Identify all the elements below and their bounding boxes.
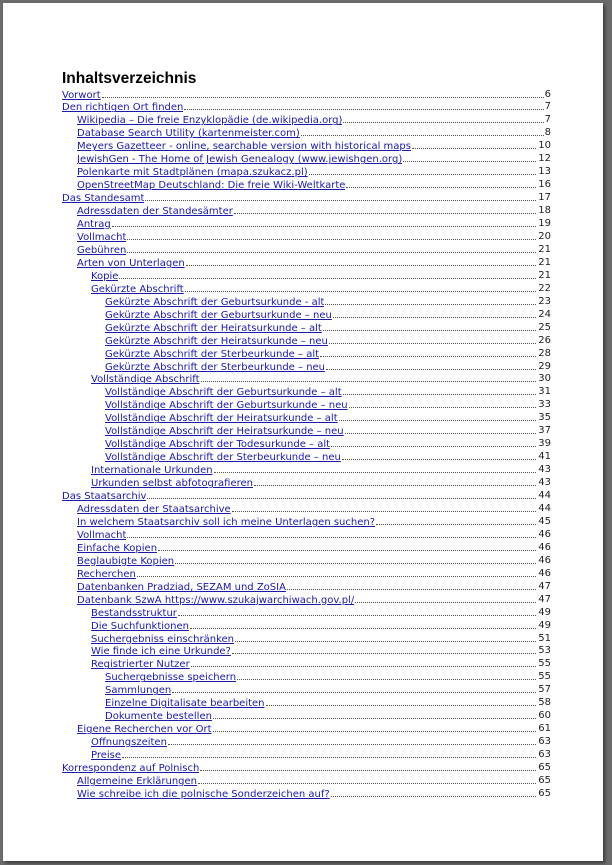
toc-entry-title-link[interactable]: Vollständige Abschrift der Geburtsurkunde – neu [105,400,348,412]
dot-leader [190,620,550,629]
dot-leader [412,140,550,149]
toc-entry-title-link[interactable]: Recherchen [77,568,136,580]
toc-entry[interactable] [3,503,603,516]
toc-entry-title-link[interactable]: Gekürzte Abschrift der Geburtsurkunde – neu [105,309,332,321]
toc-entry-title-link[interactable]: In welchem Staatsarchiv soll ich meine Unterlagen suchen? [77,516,376,528]
dot-leader [326,361,550,370]
dot-leader [331,438,550,447]
toc-entry-title-link[interactable]: Registrierter Nutzer [91,659,190,671]
toc-entry-page-number: 18 [538,205,551,217]
toc-entry-title-link[interactable]: Allgemeine Erklärungen [77,776,197,788]
toc-entry-page-number: 26 [538,334,551,346]
toc-entry[interactable] [3,179,603,192]
toc-entry[interactable] [3,386,603,399]
toc-entry[interactable] [3,399,603,412]
toc-entry-page-number: 44 [538,490,551,502]
toc-entry-page-number: 47 [538,580,551,592]
toc-entry-page-number: 45 [538,515,551,527]
toc-entry[interactable] [3,438,603,451]
toc-entry-page-number: 13 [538,166,551,178]
toc-entry[interactable] [3,697,603,710]
toc-entry-page-number: 25 [538,321,551,333]
toc-entry-title-link[interactable]: Gekürzte Abschrift der Sterbeurkunde – alt [105,348,320,360]
toc-entry-title-link[interactable]: Sammlungen [105,685,172,697]
toc-entry[interactable] [3,425,603,438]
toc-entry[interactable] [3,775,603,788]
toc-entry-title-link[interactable]: Antrag [77,219,111,231]
toc-entry-page-number: 35 [538,412,551,424]
toc-entry[interactable] [3,594,603,607]
toc-entry[interactable] [3,581,603,594]
toc-entry[interactable] [3,658,603,671]
toc-entry-title-link[interactable]: Dokumente bestellen [105,711,212,723]
dot-leader [254,477,550,486]
toc-entry-title-link[interactable]: Database Search Utility (kartenmeister.com) [77,128,300,140]
toc-entry-page-number: 44 [538,503,551,514]
dot-leader [198,775,550,784]
toc-entry[interactable] [3,684,603,697]
toc-entry-page-number: 10 [538,140,551,152]
dot-leader [191,658,550,667]
toc-entry[interactable] [3,127,603,140]
dot-leader [119,270,550,279]
toc-entry[interactable] [3,309,603,322]
toc-entry-page-number: 37 [538,425,551,437]
dot-leader [287,581,550,590]
toc-entry-page-number: 60 [538,710,551,722]
toc-entry-title-link[interactable]: Den richtigen Ort finden [62,102,184,114]
toc-entry-title-link[interactable]: Vollständige Abschrift der Heiratsurkunde – alt [105,413,338,425]
toc-entry-title-link[interactable]: Adressdaten der Staatsarchive [77,504,231,515]
dot-leader [237,671,550,680]
toc-entry[interactable] [3,555,603,568]
dot-leader [355,594,550,603]
toc-entry[interactable] [3,192,603,205]
dot-leader [185,283,550,292]
toc-entry-page-number: 21 [538,256,551,268]
toc-entry[interactable] [3,373,603,386]
toc-entry-title-link[interactable]: Gekürzte Abschrift der Heiratsurkunde – alt [105,322,322,334]
dot-leader [325,296,550,305]
dot-leader [301,127,550,136]
toc-entry[interactable] [3,140,603,153]
toc-entry-page-number: 33 [538,399,551,411]
dot-leader [342,451,550,460]
toc-entry-title-link[interactable]: Einzelne Digitalisate bearbeiten [105,698,265,710]
toc-entry-page-number: 46 [538,554,551,566]
toc-entry-page-number: 51 [538,632,551,644]
table-of-contents [3,89,603,801]
toc-entry-title-link[interactable]: Kopie [91,270,119,282]
toc-entry-page-number: 17 [538,192,551,204]
dot-leader [137,568,550,577]
toc-entry-title-link[interactable]: Einfache Kopien [77,542,158,554]
toc-entry-page-number: 30 [538,373,551,385]
toc-entry-page-number: 63 [538,749,551,761]
toc-entry[interactable] [3,412,603,425]
dot-leader [329,335,550,344]
toc-entry-page-number: 63 [538,736,551,748]
toc-entry-title-link[interactable]: Die Suchfunktionen [91,620,189,632]
toc-entry-page-number: 31 [538,386,551,398]
toc-entry-title-link[interactable]: Wikipedia – Die freie Enzyklopädie (de.wikipedia.org) [77,115,343,127]
toc-entry[interactable] [3,490,603,503]
toc-entry-title-link[interactable]: Beglaubigte Kopien [77,555,175,567]
toc-entry-title-link[interactable]: Vollständige Abschrift [91,374,200,386]
toc-entry-title-link[interactable]: Bestandsstruktur [91,607,177,619]
dot-leader [200,762,550,771]
toc-entry-title-link[interactable]: Vollmacht [77,529,127,541]
toc-entry-page-number: 49 [538,619,551,631]
dot-leader [122,749,550,758]
toc-entry[interactable] [3,244,603,257]
toc-entry-title-link[interactable]: Vollständige Abschrift der Heiratsurkunde – neu [105,426,344,438]
toc-entry-title-link[interactable]: Meyers Gazetteer - online, searchable version with historical maps [77,141,411,153]
toc-entry-page-number: 58 [538,697,551,709]
toc-entry-page-number: 65 [538,762,551,774]
toc-heading: Inhaltsverzeichnis [62,70,197,87]
toc-entry-page-number: 6 [544,88,551,100]
toc-entry-title-link[interactable]: Adressdaten der Standesämter [77,206,233,218]
dot-leader [175,555,550,564]
toc-entry-page-number: 8 [544,127,551,139]
toc-entry-title-link[interactable]: Gekürzte Abschrift [91,283,184,295]
toc-entry[interactable] [3,153,603,166]
toc-entry[interactable] [3,296,603,309]
toc-entry[interactable] [3,283,603,296]
toc-entry[interactable] [3,270,603,283]
dot-leader [234,205,550,214]
dot-leader [201,373,550,382]
dot-leader [343,114,550,123]
dot-leader [145,192,550,201]
toc-entry-title-link[interactable]: Vollständige Abschrift der Geburtsurkunde – alt [105,387,342,399]
toc-entry[interactable] [3,710,603,723]
toc-entry-title-link[interactable]: Das Standesamt [62,193,145,205]
toc-entry-page-number: 24 [538,308,551,320]
dot-leader [346,179,550,188]
dot-leader [213,710,550,719]
toc-entry-page-number: 29 [538,360,551,372]
dot-leader [403,153,550,162]
toc-entry-title-link[interactable]: Gekürzte Abschrift der Sterbeurkunde – neu [105,361,326,373]
dot-leader [232,503,550,512]
toc-entry-title-link[interactable]: Suchergebnisse speichern [105,672,237,684]
toc-entry[interactable] [3,348,603,361]
toc-entry[interactable] [3,166,603,179]
toc-entry-page-number: 55 [538,671,551,683]
dot-leader [333,309,550,318]
toc-entry-page-number: 53 [538,645,551,657]
toc-entry[interactable] [3,451,603,464]
toc-entry-title-link[interactable]: Vollmacht [77,231,127,243]
toc-entry[interactable] [3,542,603,555]
dot-leader [127,231,550,240]
toc-entry-page-number: 7 [544,114,551,126]
toc-entry-title-link[interactable]: Internationale Urkunden [91,465,213,477]
toc-entry[interactable] [3,231,603,244]
toc-entry-page-number: 28 [538,347,551,359]
toc-entry[interactable] [3,529,603,542]
toc-entry-title-link[interactable]: Das Staatsarchiv [62,491,147,503]
dot-leader [376,516,550,525]
toc-entry-title-link[interactable]: Preise [91,750,122,762]
toc-entry-page-number: 46 [538,567,551,579]
toc-entry[interactable] [3,361,603,374]
toc-entry[interactable] [3,322,603,335]
toc-entry-title-link[interactable]: Eigene Recherchen vor Ort [77,724,212,736]
dot-leader [147,490,550,499]
dot-leader [214,464,550,473]
dot-leader [127,244,550,253]
toc-entry-page-number: 16 [538,179,551,191]
dot-leader [112,218,550,227]
toc-entry[interactable] [3,607,603,620]
dot-leader [178,607,550,616]
dot-leader [331,788,550,797]
toc-entry-page-number: 19 [538,218,551,230]
toc-entry-page-number: 43 [538,464,551,476]
toc-entry-page-number: 57 [538,684,551,696]
toc-entry-title-link[interactable]: Wie finde ich eine Urkunde? [91,646,231,658]
toc-entry-title-link[interactable]: Gekürzte Abschrift der Heiratsurkunde – neu [105,335,328,347]
dot-leader [168,736,550,745]
toc-entry-title-link[interactable]: Arten von Unterlagen [77,257,185,269]
dot-leader [343,386,550,395]
toc-entry-title-link[interactable]: JewishGen - The Home of Jewish Genealogy (www.jewishgen.org) [77,154,403,166]
dot-leader [309,166,550,175]
toc-entry[interactable] [3,516,603,529]
toc-entry[interactable] [3,89,603,102]
toc-entry-page-number: 61 [538,723,551,735]
dot-leader [213,723,550,732]
toc-entry[interactable] [3,257,603,270]
toc-entry-page-number: 23 [538,295,551,307]
toc-entry-page-number: 49 [538,606,551,618]
dot-leader [102,89,550,98]
toc-entry[interactable] [3,568,603,581]
toc-entry-page-number: 43 [538,477,551,489]
dot-leader [320,348,550,357]
toc-entry-title-link[interactable]: Vorwort [62,89,101,101]
toc-entry-title-link[interactable]: Datenbanken Pradziad, SEZAM und ZoSIA [77,581,286,593]
dot-leader [172,684,550,693]
toc-entry-page-number: 65 [538,787,551,799]
toc-entry-title-link[interactable]: Urkunden selbst abfotografieren [91,478,253,490]
toc-entry-page-number: 65 [538,775,551,787]
dot-leader [323,322,550,331]
toc-entry[interactable] [3,749,603,762]
toc-entry-page-number: 20 [538,230,551,242]
toc-entry[interactable] [3,205,603,218]
toc-entry[interactable] [3,633,603,646]
toc-entry[interactable] [3,335,603,348]
dot-leader [184,101,550,110]
toc-entry-page-number: 46 [538,528,551,540]
toc-entry-page-number: 41 [538,451,551,463]
toc-entry-page-number: 7 [544,101,551,113]
toc-entry[interactable] [3,620,603,633]
toc-entry-page-number: 55 [538,658,551,670]
dot-leader [232,645,550,654]
toc-entry-title-link[interactable]: Wie schreibe ich die polnische Sonderzeichen auf? [77,788,330,800]
toc-entry-title-link[interactable]: Datenbank SzwA https://www.szukajwarchiwach.gov.pl/ [77,594,355,606]
toc-entry[interactable] [3,114,603,127]
toc-entry[interactable] [3,723,603,736]
toc-entry-title-link[interactable]: Vollständige Abschrift der Sterbeurkunde – neu [105,452,341,464]
toc-entry-page-number: 39 [538,438,551,450]
toc-entry-page-number: 21 [538,269,551,281]
toc-entry[interactable] [3,762,603,775]
dot-leader [235,633,550,642]
toc-entry-page-number: 46 [538,541,551,553]
toc-entry-page-number: 21 [538,243,551,255]
toc-entry-title-link[interactable]: Gebühren [77,244,127,256]
toc-entry-title-link[interactable]: Polenkarte mit Stadtplänen (mapa.szukacz.pl) [77,167,308,179]
toc-entry[interactable] [3,645,603,658]
dot-leader [345,425,550,434]
toc-entry-title-link[interactable]: Vollständige Abschrift der Todesurkunde – alt [105,439,331,451]
toc-entry[interactable] [3,464,603,477]
toc-entry[interactable] [3,788,603,801]
dot-leader [266,697,550,706]
dot-leader [158,542,550,551]
toc-entry-title-link[interactable]: Öffnungszeiten [91,737,167,749]
toc-entry-title-link[interactable]: Korrespondenz auf Polnisch [62,763,200,775]
toc-entry-page-number: 47 [538,593,551,605]
toc-entry-title-link[interactable]: Suchergebniss einschränken [91,633,234,645]
document-page [3,3,603,861]
toc-entry-title-link[interactable]: OpenStreetMap Deutschland: Die freie Wiki-Weltkarte [77,180,346,192]
dot-leader [186,257,550,266]
toc-entry[interactable] [3,101,603,114]
toc-entry[interactable] [3,671,603,684]
dot-leader [339,412,550,421]
dot-leader [349,399,550,408]
dot-leader [127,529,550,538]
toc-entry[interactable] [3,736,603,749]
toc-entry-page-number: 12 [538,153,551,165]
toc-entry[interactable] [3,477,603,490]
toc-entry-page-number: 22 [538,282,551,294]
toc-entry-title-link[interactable]: Gekürzte Abschrift der Geburtsurkunde - alt [105,296,325,308]
toc-entry[interactable] [3,218,603,231]
